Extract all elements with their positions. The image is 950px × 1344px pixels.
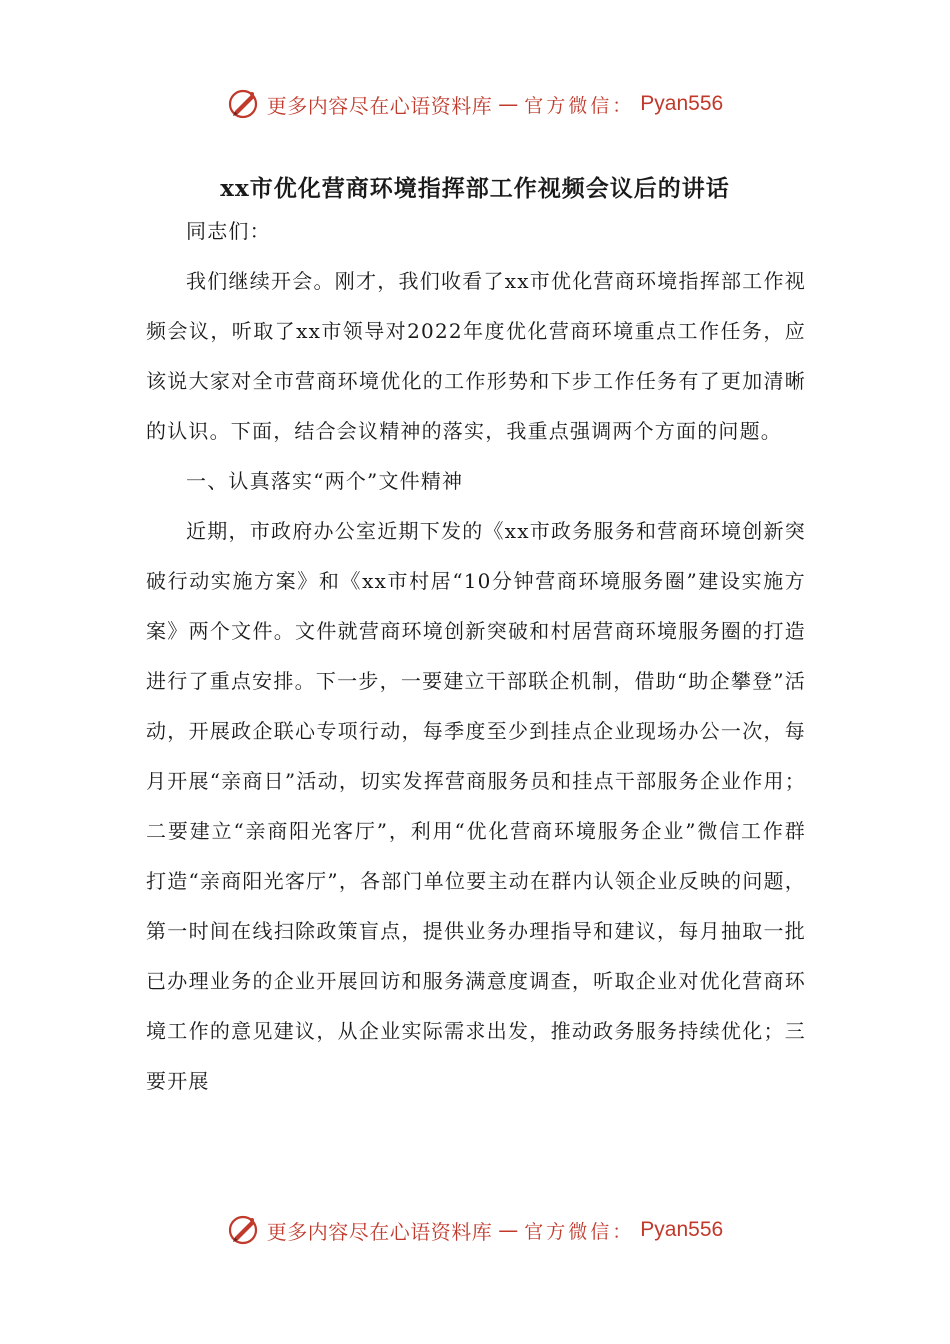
banner-separator: —: [498, 1218, 519, 1242]
banner-wechat-label: 官方微信：: [524, 1220, 635, 1243]
salutation: 同志们：: [186, 219, 271, 243]
document-title: xx市优化营商环境指挥部工作视频会议后的讲话: [220, 175, 730, 202]
header-banner: [0, 82, 950, 126]
pen-logo-icon: [227, 87, 261, 121]
banner-separator: —: [498, 92, 519, 116]
banner-text: 更多内容尽在心语资料库: [266, 1219, 493, 1244]
pen-logo-icon: [227, 1213, 261, 1247]
footer-banner: [0, 1208, 950, 1252]
banner-wechat-id: Pyan556: [640, 92, 724, 115]
banner-wechat-id: Pyan556: [640, 1218, 724, 1241]
section-heading: 一、认真落实“两个”文件精神: [186, 469, 464, 493]
paragraph: 我们继续开会。刚才，我们收看了xx市优化营商环境指挥部工作视频会议，听取了xx市领导对2022年度优化营商环境重点工作任务，应该说大家对全市营商环境优化的工作形势和下步工作任务有了更加清晰的认识。下面，结合会议精神的落实，我重点强调两个方面的问题。: [146, 269, 806, 443]
banner-text: 更多内容尽在心语资料库: [266, 93, 493, 118]
banner-wechat-label: 官方微信：: [524, 94, 635, 117]
document-body: [146, 206, 806, 1106]
paragraph: 近期，市政府办公室近期下发的《xx市政务服务和营商环境创新突破行动实施方案》和《xx市村居“10分钟营商环境服务圈”建设实施方案》两个文件。文件就营商环境创新突破和村居营商环境服务圈的打造进行了重点安排。下一步，一要建立干部联企机制，借助“助企攀登”活动，开展政企联心专项行动，每季度至少到挂点企业现场办公一次，每月开展“亲商日”活动，切实发挥营商服务员和挂点干部服务企业作用；二要建立“亲商阳光客厅”，利用“优化营商环境服务企业”微信工作群打造“亲商阳光客厅”，各部门单位要主动在群内认领企业反映的问题，第一时间在线扫除政策盲点，提供业务办理指导和建议，每月抽取一批已办理业务的企业开展回访和服务满意度调查，听取企业对优化营商环境工作的意见建议，从企业实际需求出发，推动政务服务持续优化；三要开展: [146, 519, 806, 1093]
